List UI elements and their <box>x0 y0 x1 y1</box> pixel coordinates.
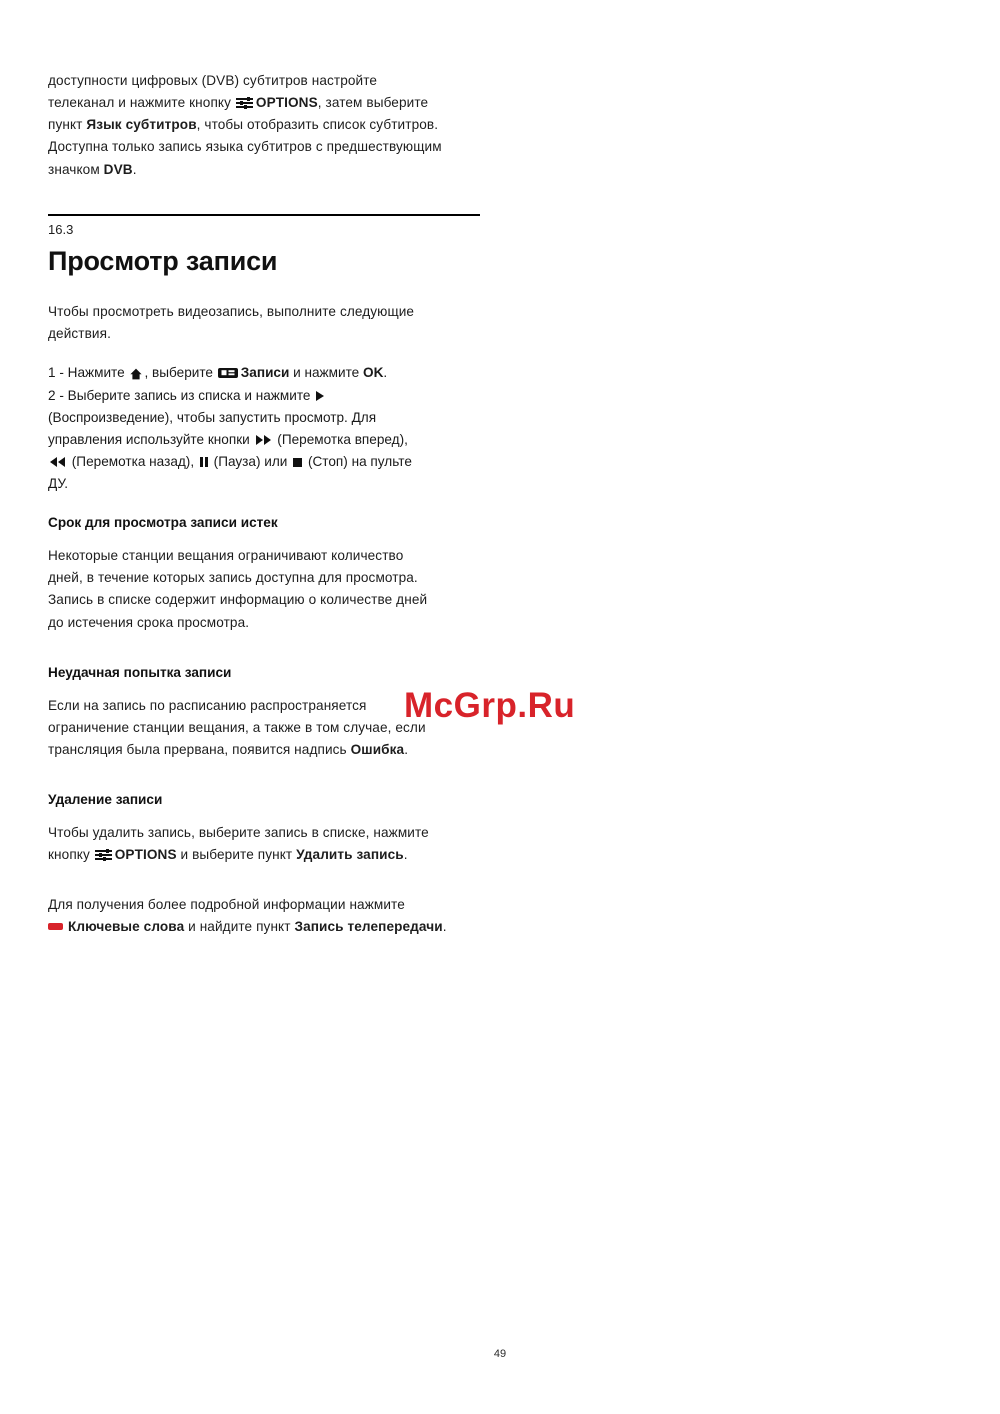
step-2-line-2: (Воспроизведение), чтобы запустить просмотр. Для <box>48 409 377 425</box>
error-label: Ошибка <box>350 741 405 757</box>
section-divider <box>48 214 480 216</box>
intro-line-3-head: пункт <box>48 117 87 133</box>
delete-line-2 <box>48 844 480 866</box>
expired-line-3: Запись в списке содержит информацию о количестве дней <box>48 592 428 608</box>
failed-line-3-head: трансляция была прервана, появится надпись <box>48 741 351 757</box>
intro-line-5-tail: . <box>132 161 137 177</box>
expired-line-4: до истечения срока просмотра. <box>48 614 250 630</box>
pause-icon <box>200 457 208 467</box>
step-2-line-4-tail: (Стоп) на пульте <box>304 454 412 470</box>
intro-line-2-tail: , затем выберите <box>317 95 429 111</box>
subtitle-language-label: Язык субтитров <box>86 117 197 133</box>
expired-line-1: Некоторые станции вещания ограничивают количество <box>48 548 404 564</box>
step-2-prefix: 2 - Выберите запись из списка и нажмите <box>48 387 315 403</box>
more-line-2-tail: . <box>442 919 447 935</box>
home-icon <box>130 368 142 380</box>
step-2-line-3-tail: (Перемотка вперед), <box>273 431 408 447</box>
page-number: 49 <box>493 1348 507 1360</box>
recordings-icon <box>218 368 238 380</box>
intro-line-3 <box>48 114 480 136</box>
subheading-delete: Удаление записи <box>48 791 163 807</box>
intro-line-1: доступности цифровых (DVB) субтитров настройте <box>48 73 378 88</box>
steps-list <box>48 362 480 495</box>
watermark: McGrp.Ru <box>404 686 576 725</box>
step-1-mid: , выберите <box>144 365 217 381</box>
spacer <box>48 634 480 651</box>
delete-recording-label: Удалить запись <box>296 846 404 862</box>
subheading-failed: Неудачная попытка записи <box>48 664 232 680</box>
subheading-expired: Срок для просмотра записи истек <box>48 515 278 531</box>
delete-line-2-mid: и выберите пункт <box>176 846 297 862</box>
failed-line-2: ограничение станции вещания, а также в том случае, если <box>48 719 426 735</box>
red-key-icon <box>48 923 63 930</box>
spacer <box>48 761 480 778</box>
spacer <box>48 345 480 362</box>
step-2-line-3 <box>48 429 480 451</box>
delete-line-1: Чтобы удалить запись, выберите запись в списке, нажмите <box>48 824 429 840</box>
intro-line-4: Доступна только запись языка субтитров с предшествующим <box>48 139 442 155</box>
more-line-1: Для получения более подробной информации нажмите <box>48 897 405 913</box>
failed-line-1: Если на запись по расписанию распространяется <box>48 697 367 713</box>
page-title: Просмотр записи <box>48 246 278 277</box>
options-icon <box>236 98 253 109</box>
more-line-2 <box>48 916 480 938</box>
ok-label: OK <box>363 365 384 381</box>
step-2-line-3-head: управления используйте кнопки <box>48 431 254 447</box>
step-1-prefix: 1 - Нажмите <box>48 365 129 381</box>
intro-line-5-head: значком <box>48 161 104 177</box>
step-2-line-4-mid: (Пауза) или <box>209 454 292 470</box>
section-intro-line-2: действия. <box>48 326 111 342</box>
delete-line-2-tail: . <box>403 846 408 862</box>
intro-line-5 <box>48 159 480 181</box>
tv-recording-label: Запись телепередачи <box>294 919 443 935</box>
failed-line-3 <box>48 739 480 761</box>
spacer <box>48 651 480 662</box>
intro-line-3-tail: , чтобы отобразить список субтитров. <box>196 117 439 133</box>
keywords-label: Ключевые слова <box>68 919 185 935</box>
delete-line-2-head: кнопку <box>48 846 94 862</box>
rewind-icon <box>50 457 66 467</box>
fast-forward-icon <box>256 435 272 445</box>
intro-line-2 <box>48 92 480 114</box>
step-2-line-4-head: (Перемотка назад), <box>68 454 198 470</box>
step-1-end: . <box>383 365 388 381</box>
spacer <box>48 866 480 883</box>
dvb-label: DVB <box>103 161 133 177</box>
section-number: 16.3 <box>48 221 74 237</box>
spacer <box>48 883 480 894</box>
step-1-mid-2: и нажмите <box>289 365 364 381</box>
options-icon <box>95 850 112 861</box>
spacer <box>48 495 480 512</box>
more-line-2-mid: и найдите пункт <box>184 919 295 935</box>
recordings-label: Записи <box>240 365 290 381</box>
section-intro-line-1: Чтобы просмотреть видеозапись, выполните следующие <box>48 304 415 320</box>
text-column <box>48 70 480 938</box>
step-2-line-4 <box>48 451 480 473</box>
play-icon <box>316 391 324 401</box>
intro-paragraph <box>48 70 480 181</box>
options-label: OPTIONS <box>114 846 177 862</box>
intro-line-2-text: телеканал и нажмите кнопку <box>48 95 235 111</box>
step-1 <box>48 362 480 384</box>
spacer <box>48 534 480 545</box>
failed-line-3-tail: . <box>404 741 409 757</box>
spacer <box>48 811 480 822</box>
step-2-line-5: ДУ. <box>48 476 68 492</box>
spacer <box>48 778 480 789</box>
step-2-line-1 <box>48 385 480 407</box>
options-label: OPTIONS <box>255 95 318 111</box>
stop-icon <box>293 458 302 467</box>
expired-line-2: дней, в течение которых запись доступна для просмотра. <box>48 570 418 586</box>
